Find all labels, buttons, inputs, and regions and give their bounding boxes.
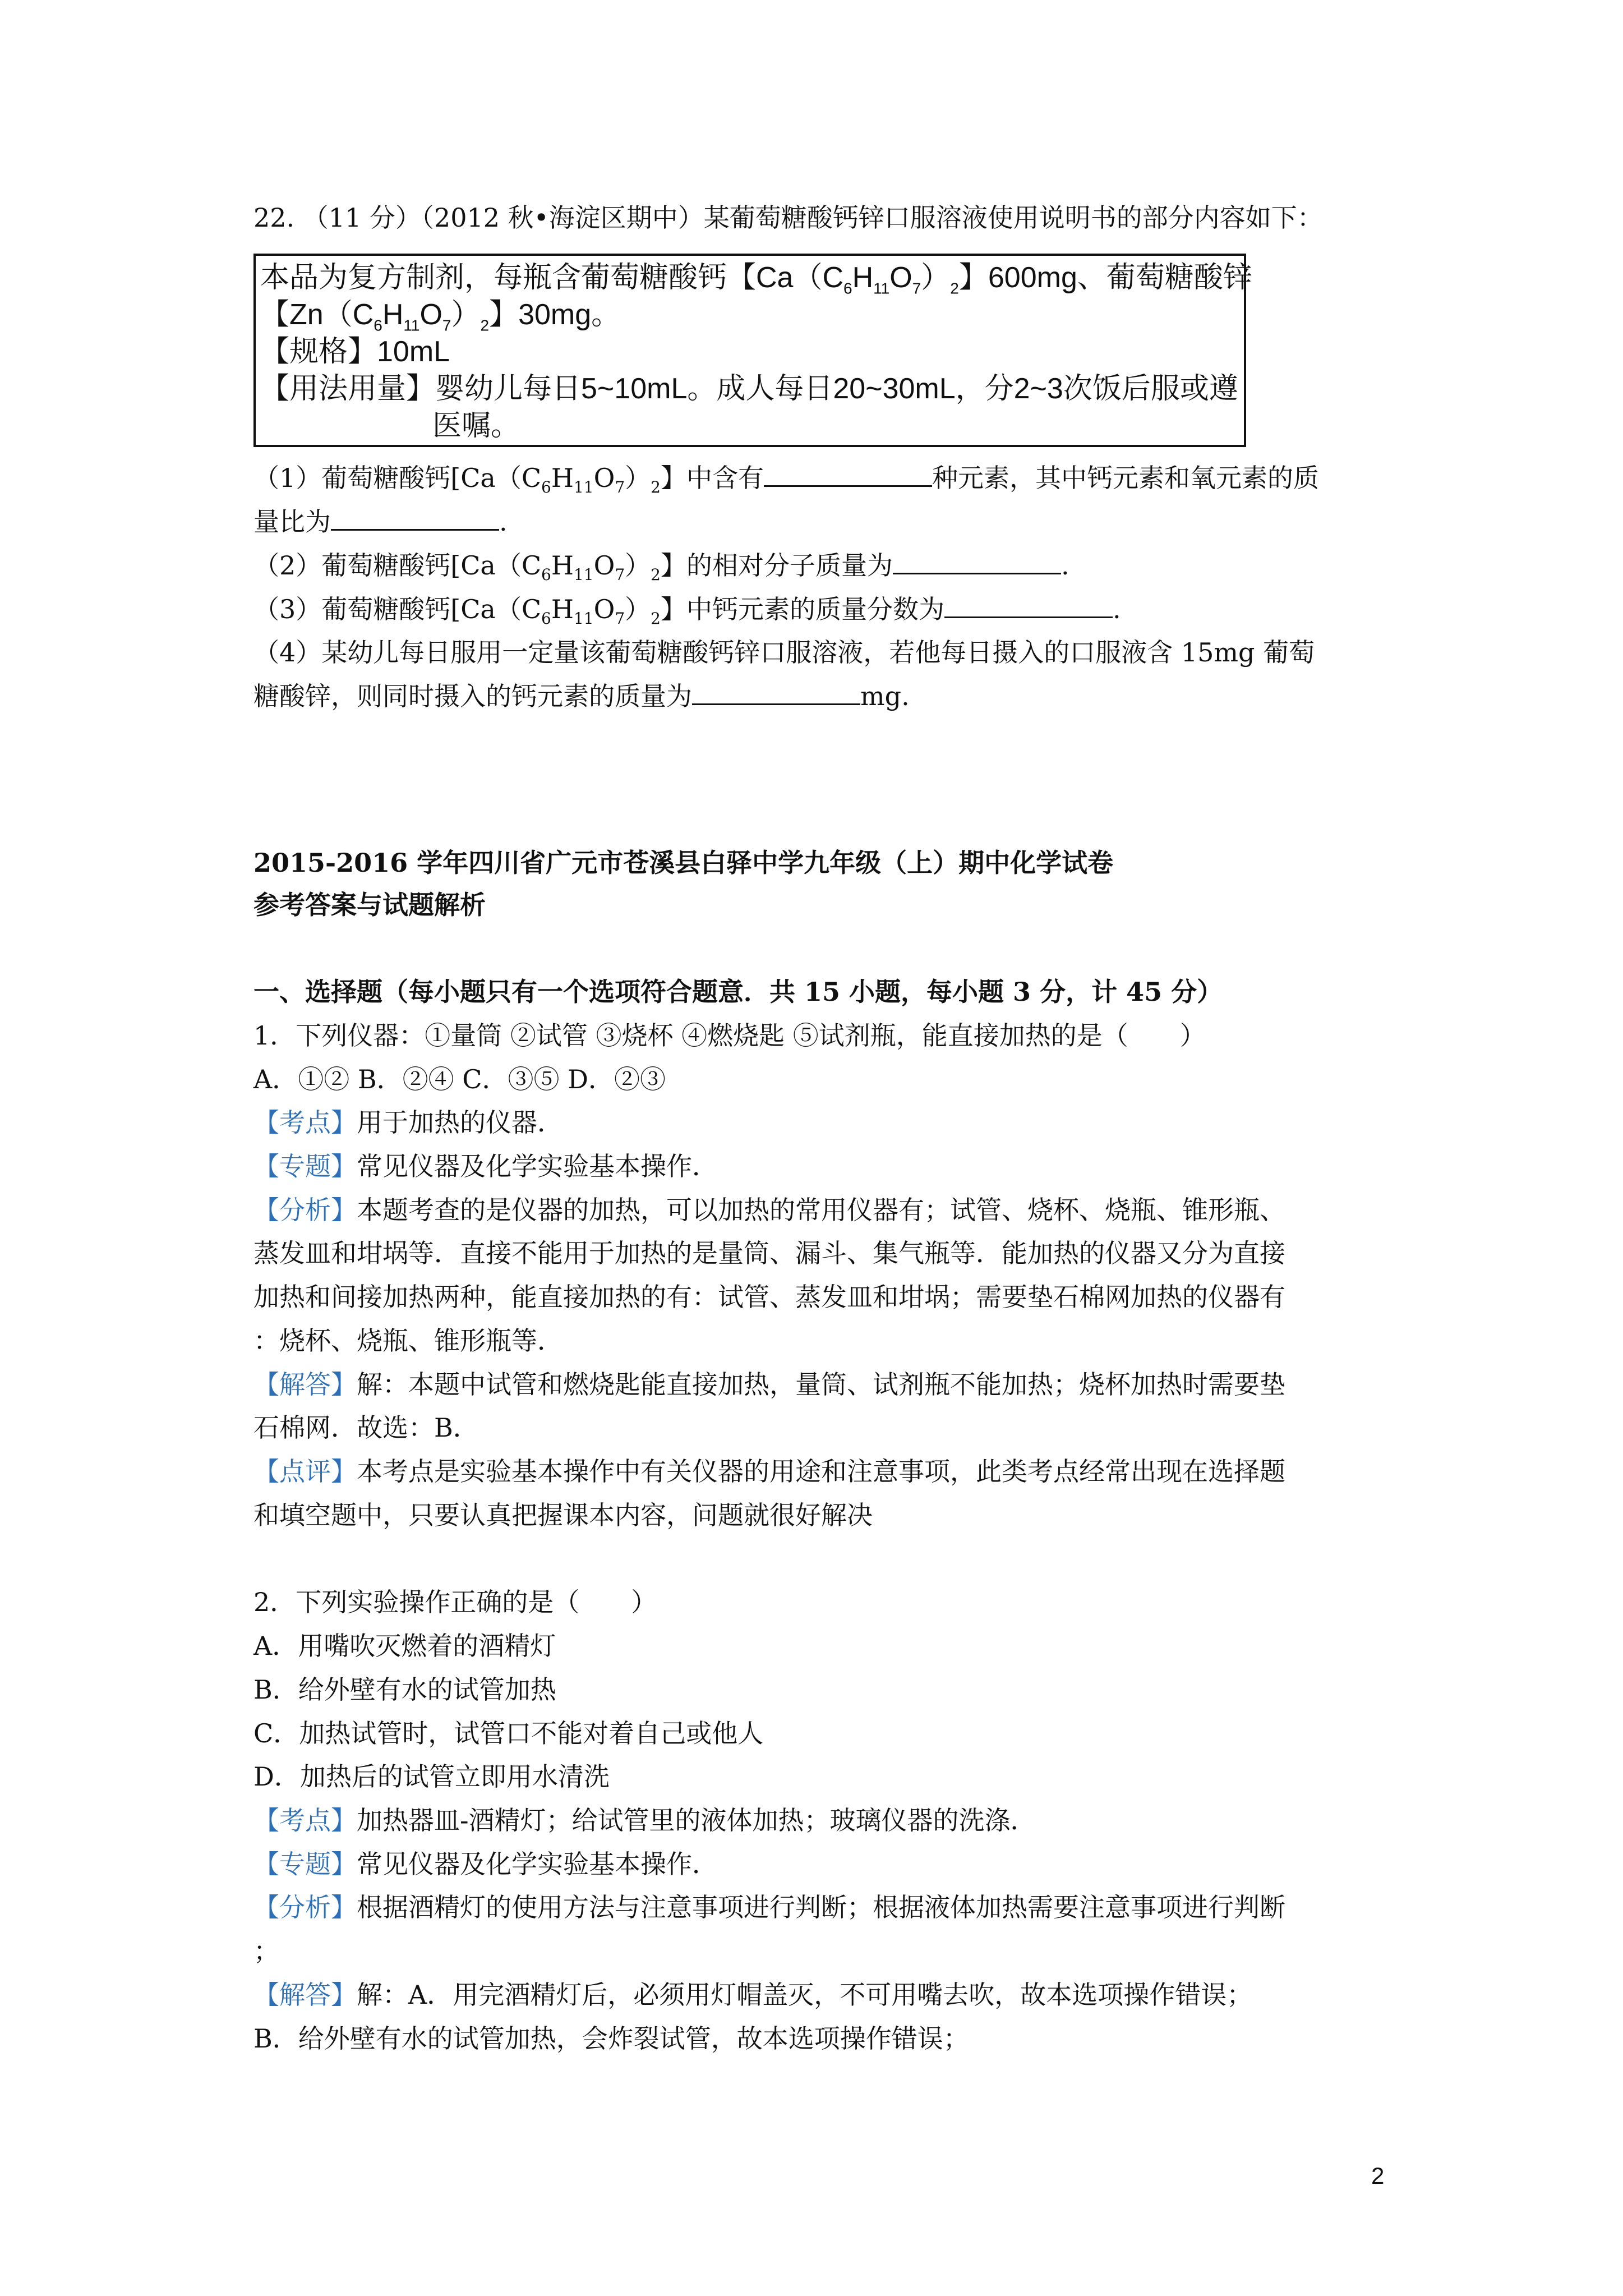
q1-fenxi: 【分析】本题考查的是仪器的加热，可以加热的常用仪器有；试管、烧杯、烧瓶、锥形瓶、	[253, 1195, 1285, 1225]
section-heading: 一、选择题（每小题只有一个选项符合题意．共 15 小题，每小题 3 分，计 45 分）	[253, 977, 1223, 1007]
q22-part4a: （4）某幼儿每日服用一定量该葡萄糖酸钙锌口服溶液，若他每日摄入的口服液含 15mg 葡萄	[253, 637, 1315, 668]
answer-blank[interactable]	[944, 594, 1113, 618]
q2-zhuanti: 【专题】常见仪器及化学实验基本操作．	[253, 1849, 718, 1879]
box-line-2: 【$Zn(C_6H_{11}O_7)_2$】30mg。	[260, 298, 621, 334]
q2-fenxi-2: ；	[253, 1936, 279, 1966]
q1-zhuanti: 【专题】常见仪器及化学实验基本操作．	[253, 1151, 718, 1181]
q1-jieda: 【解答】解：本题中试管和燃烧匙能直接加热，量筒、试剂瓶不能加热；烧杯加热时需要垫	[253, 1369, 1285, 1400]
q1-fenxi-2: 蒸发皿和坩埚等．直接不能用于加热的是量筒、漏斗、集气瓶等．能加热的仪器又分为直接	[253, 1238, 1285, 1268]
answer-blank[interactable]	[764, 463, 932, 487]
box-line-5: 医嘱。	[432, 409, 520, 442]
q2-stem: 2．下列实验操作正确的是（ ）	[253, 1587, 657, 1617]
q22-part1b: 量比为 .	[253, 507, 508, 537]
answer-blank[interactable]	[692, 681, 860, 705]
answers-title: 2015-2016 学年四川省广元市苍溪县白驿中学九年级（上）期中化学试卷	[253, 848, 1114, 878]
box-line-1: 本品为复方制剂，每瓶含葡萄糖酸钙【$Ca(C_6H_{11}O_7)_2$】600mg、葡萄糖酸锌	[260, 261, 1252, 297]
q2-option-b: B．给外壁有水的试管加热	[253, 1674, 556, 1705]
box-line-4: 【用法用量】婴幼儿每日5~10mL。成人每日20~30mL，分2~3次饭后服或遵	[260, 372, 1238, 405]
q1-jieda-2: 石棉网．故选：B．	[253, 1412, 479, 1443]
q1-fenxi-4: ：烧杯、烧瓶、锥形瓶等．	[253, 1326, 563, 1356]
q2-option-c: C．加热试管时，试管口不能对着自己或他人	[253, 1718, 764, 1749]
page-number: 2	[1371, 2162, 1385, 2189]
q2-kaodian: 【考点】加热器皿-酒精灯；给试管里的液体加热；玻璃仪器的洗涤．	[253, 1805, 1036, 1835]
q22-part2: （2）葡萄糖酸钙[$Ca(C_6H_{11}O_7)_2$】的相对分子质量为 .	[253, 550, 1069, 585]
q22-header: 22. （11 分）（2012 秋•海淀区期中）某葡萄糖酸钙锌口服溶液使用说明书的部分内容如下：	[253, 203, 1323, 233]
answer-blank[interactable]	[331, 507, 499, 531]
q22-part4b: 糖酸锌，则同时摄入的钙元素的质量为 mg.	[253, 681, 910, 711]
q22-part1: （1）葡萄糖酸钙[$Ca(C_6H_{11}O_7)_2$】中含有 种元素，其中钙元素和氧元素的质	[253, 463, 1319, 497]
q1-kaodian: 【考点】用于加热的仪器．	[253, 1107, 563, 1138]
q1-dianping-2: 和填空题中，只要认真把握课本内容，问题就很好解决	[253, 1500, 873, 1530]
q1-dianping: 【点评】本考点是实验基本操作中有关仪器的用途和注意事项，此类考点经常出现在选择题	[253, 1456, 1285, 1487]
q2-jieda: 【解答】解：A．用完酒精灯后，必须用灯帽盖灭，不可用嘴去吹，故本选项操作错误；	[253, 1980, 1253, 2010]
q22-part3: （3）葡萄糖酸钙[$Ca(C_6H_{11}O_7)_2$】中钙元素的质量分数为 .	[253, 594, 1121, 628]
answers-subtitle: 参考答案与试题解析	[253, 890, 486, 920]
q1-fenxi-3: 加热和间接加热两种，能直接加热的有：试管、蒸发皿和坩埚；需要垫石棉网加热的仪器有	[253, 1282, 1285, 1312]
q2-option-a: A．用嘴吹灭燃着的酒精灯	[253, 1631, 556, 1661]
q1-options: A．①② B．②④ C．③⑤ D．②③	[253, 1064, 666, 1094]
answer-blank[interactable]	[893, 550, 1061, 574]
q2-option-d: D．加热后的试管立即用水清洗	[253, 1761, 610, 1792]
instruction-box	[253, 254, 1252, 447]
box-line-3: 【规格】10mL	[260, 335, 450, 368]
q2-jieda-2: B．给外壁有水的试管加热，会炸裂试管，故本选项操作错误；	[253, 2023, 969, 2054]
q1-stem: 1．下列仪器：①量筒 ②试管 ③烧杯 ④燃烧匙 ⑤试剂瓶，能直接加热的是（ ）	[253, 1020, 1206, 1051]
q2-fenxi: 【分析】根据酒精灯的使用方法与注意事项进行判断；根据液体加热需要注意事项进行判断	[253, 1892, 1285, 1922]
